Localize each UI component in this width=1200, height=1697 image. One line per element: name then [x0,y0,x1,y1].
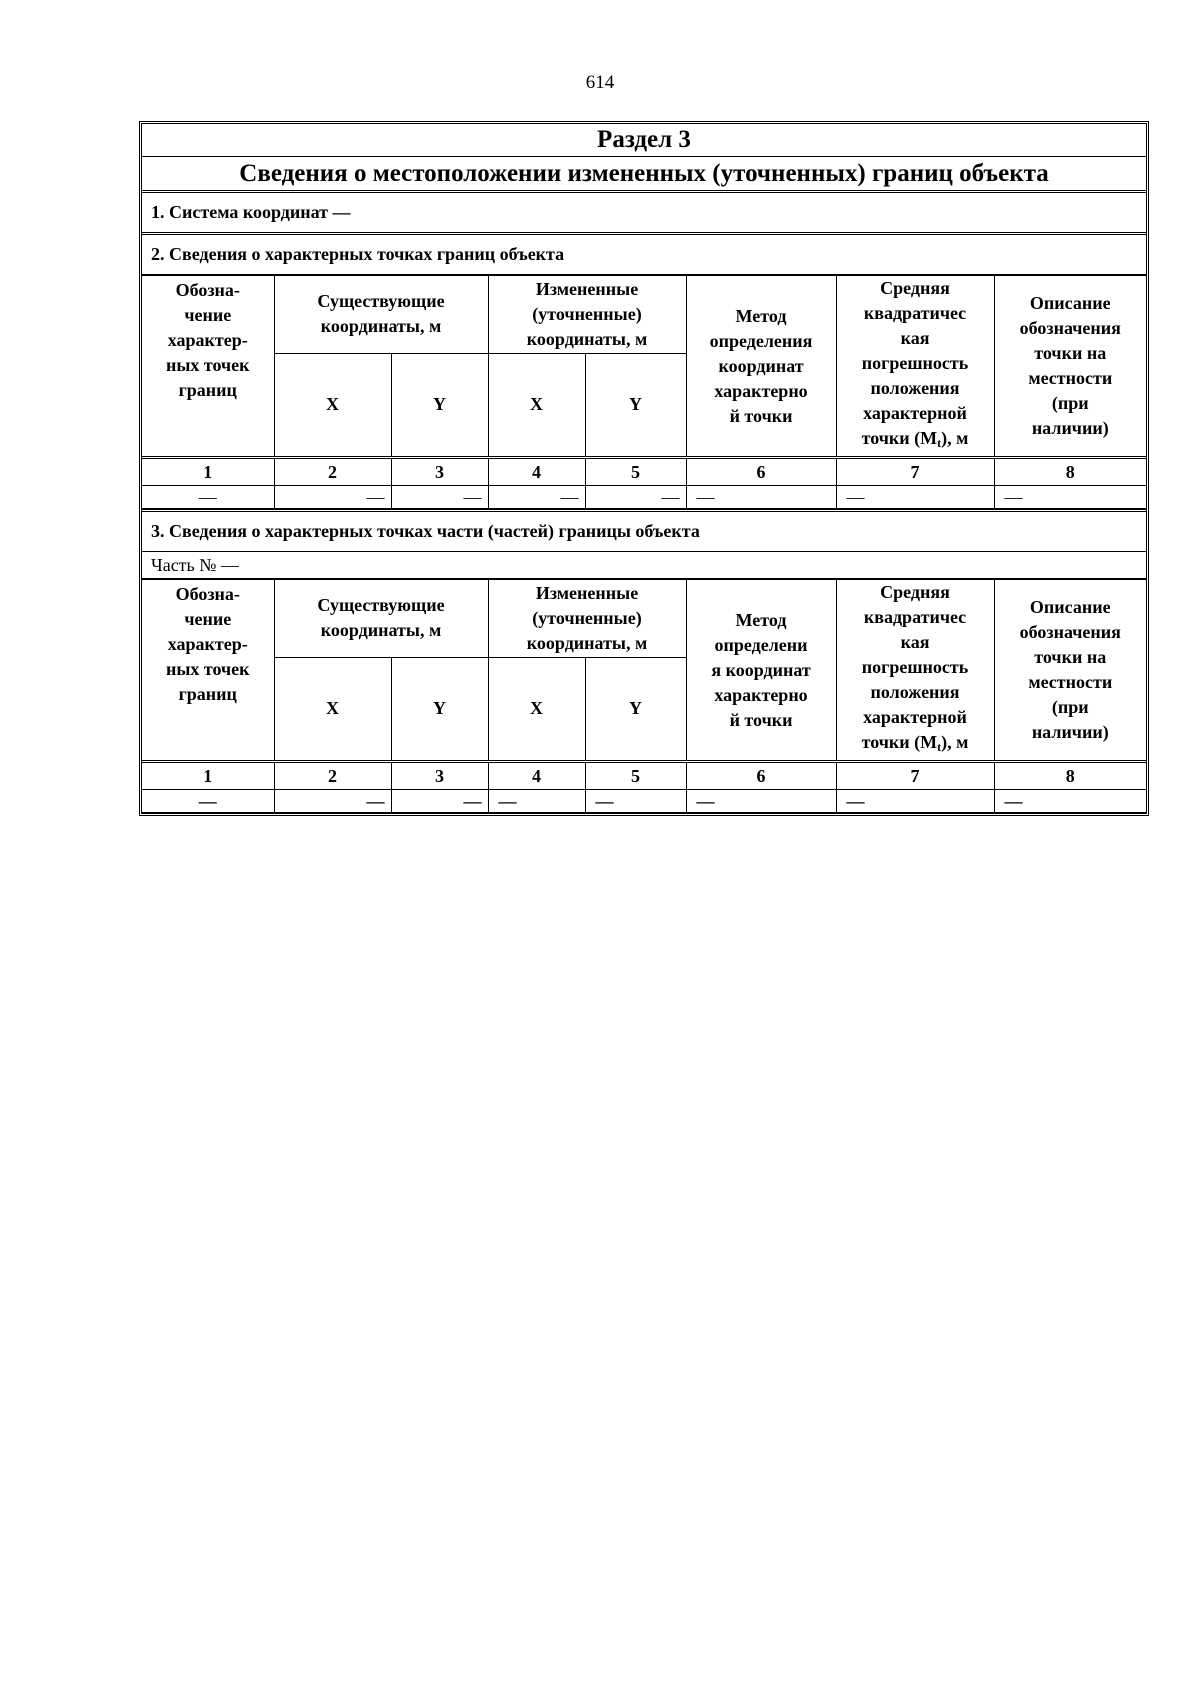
header-line: границ [178,684,237,704]
part-number-label: Часть № — [142,552,1146,579]
header-error [836,580,994,762]
header-line: местности [1028,368,1113,388]
header-existing-x: X [274,353,391,457]
header-line: ных точек [165,355,250,375]
header-existing-y: Y [391,353,488,457]
column-number: 5 [585,458,686,486]
column-number-row [142,458,1146,486]
header-line: координаты, м [320,620,442,641]
header-existing-coords [274,276,488,354]
header-changed-y: Y [585,353,686,457]
parts-table [142,579,1146,813]
header-method [686,276,836,458]
header-line: Измененные [535,278,639,299]
header-changed-coords [488,276,686,354]
column-number: 8 [994,458,1146,486]
column-number: 4 [488,458,585,486]
header-line: Описание [1029,597,1111,617]
header-line: обозначения [1019,318,1121,338]
column-number: 6 [686,762,836,790]
header-existing-x: X [274,657,391,761]
header-line: чение [184,609,232,629]
table-cell: — [488,790,585,813]
header-line: характерной [863,403,967,423]
header-designation [142,276,274,458]
column-number: 8 [994,762,1146,790]
table-cell: — [994,486,1146,509]
header-line: характерно [714,380,808,401]
header-line: Обозна- [175,584,240,604]
header-line: (уточненные) [532,303,642,324]
header-error [836,276,994,458]
column-number: 1 [142,762,274,790]
column-number-row [142,762,1146,790]
header-line: Средняя [880,582,950,602]
header-line: определени [714,634,808,655]
column-number: 3 [391,762,488,790]
header-line: кая [900,328,930,348]
header-line: й точки [729,405,793,426]
header-changed-y: Y [585,657,686,761]
column-number: 5 [585,762,686,790]
header-line: Существующие [317,291,445,312]
header-line: кая [900,632,930,652]
header-line: Измененные [535,582,639,603]
table-cell: — [391,790,488,813]
parts-heading: 3. Сведения о характерных точках части (частей) границы объекта [142,512,1146,552]
section-3-form [139,121,1149,816]
header-line: Описание [1029,293,1111,313]
coordinate-system-row [142,193,1146,235]
header-line: Существующие [317,595,445,616]
table-cell: — [585,486,686,509]
table-cell: — [488,486,585,509]
header-description [994,580,1146,762]
header-line: положения [870,682,960,702]
table-cell: — [994,790,1146,813]
table-cell: — [836,486,994,509]
header-line: характер- [167,330,248,350]
header-line: я координат [711,659,811,680]
section-subtitle: Сведения о местоположении измененных (уточненных) границ объекта [239,160,1049,187]
header-line: характерно [714,684,808,705]
header-line: (уточненные) [532,607,642,628]
header-line: ных точек [165,659,250,679]
column-number: 7 [836,762,994,790]
table-cell: — [391,486,488,509]
header-line: наличии) [1031,418,1109,438]
column-number: 3 [391,458,488,486]
coordinate-system-label: 1. Система координат — [151,202,351,222]
header-line: положения [870,378,960,398]
header-line: чение [184,305,232,325]
header-line: Метод [735,609,787,630]
header-line: координат [718,355,804,376]
header-line: точки на [1034,343,1107,363]
header-line: погрешность [861,353,969,373]
header-changed-x: X [488,353,585,457]
table-cell: — [274,790,391,813]
header-line: наличии) [1031,722,1109,742]
table-cell: — [585,790,686,813]
header-line: квадратичес [863,303,967,323]
column-number: 1 [142,458,274,486]
table-cell: — [686,790,836,813]
header-changed-coords [488,580,686,658]
points-table [142,275,1146,509]
section-header [142,124,1146,193]
header-description [994,276,1146,458]
header-line: координаты, м [320,316,442,337]
header-existing-y: Y [391,657,488,761]
table-cell: — [274,486,391,509]
header-line: координаты, м [526,328,648,349]
table-cell: — [142,790,274,813]
header-line: определения [709,330,813,351]
column-number: 6 [686,458,836,486]
column-number: 7 [836,458,994,486]
header-line: й точки [729,709,793,730]
header-designation [142,580,274,762]
header-line: погрешность [861,657,969,677]
header-line: (при [1051,697,1089,717]
column-number: 2 [274,458,391,486]
header-line: (при [1051,393,1089,413]
header-line: характер- [167,634,248,654]
header-line: характерной [863,707,967,727]
header-line: точки $(M_t)$, м [861,428,969,450]
header-line: квадратичес [863,607,967,627]
header-line: местности [1028,672,1113,692]
table-cell: — [836,790,994,813]
points-block [142,235,1146,512]
points-heading: 2. Сведения о характерных точках границ объекта [142,235,1146,275]
table-row [142,486,1146,509]
parts-block [142,512,1146,813]
table-row [142,790,1146,813]
header-changed-x: X [488,657,585,761]
header-line: координаты, м [526,632,648,653]
header-line: границ [178,380,237,400]
table-cell: — [686,486,836,509]
section-title: Раздел 3 [142,124,1146,157]
header-line: Обозна- [175,280,240,300]
header-line: обозначения [1019,622,1121,642]
header-existing-coords [274,580,488,658]
header-line: Метод [735,305,787,326]
page-number: 614 [585,72,615,93]
table-cell: — [142,486,274,509]
header-line: Средняя [880,278,950,298]
column-number: 4 [488,762,585,790]
header-line: точки на [1034,647,1107,667]
column-number: 2 [274,762,391,790]
header-method [686,580,836,762]
header-line: точки $(M_t)$, м [861,732,969,754]
